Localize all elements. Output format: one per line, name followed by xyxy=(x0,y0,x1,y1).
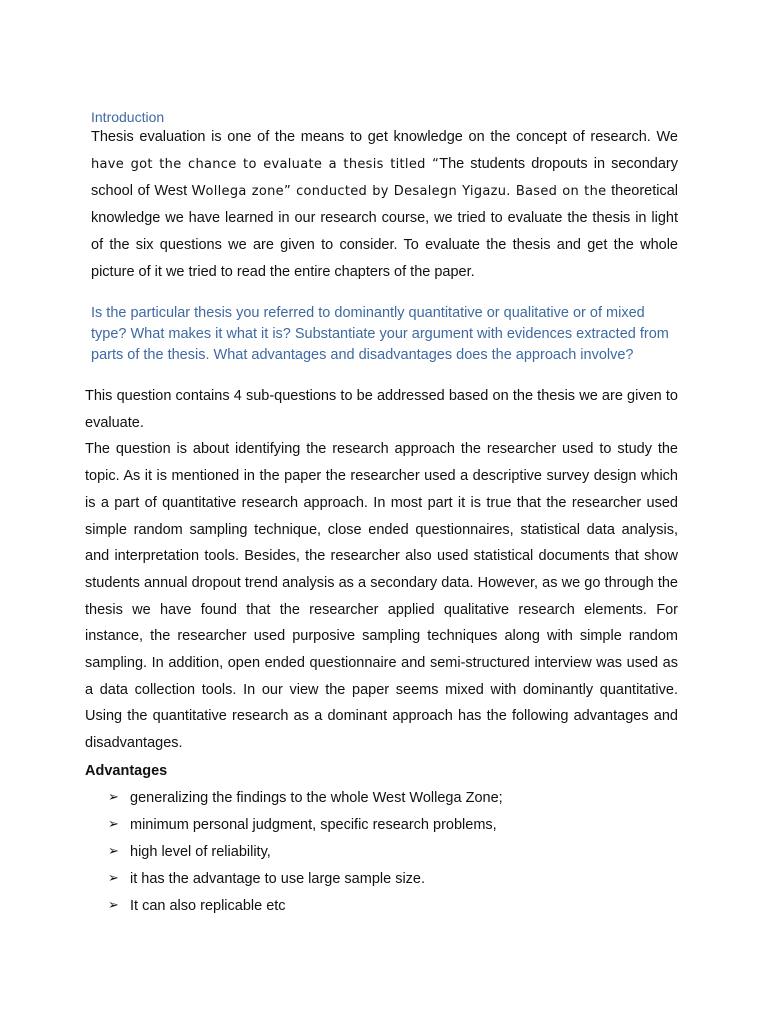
arrow-bullet-icon: ➢ xyxy=(108,817,119,832)
advantages-list xyxy=(85,785,678,920)
arrow-bullet-icon: ➢ xyxy=(108,898,119,913)
list-item xyxy=(85,893,678,920)
arrow-bullet-icon: ➢ xyxy=(108,871,119,886)
introduction-heading: Introduction xyxy=(91,109,165,125)
intro-text-part-4: ollega zone” conducted by Desalegn Yigazu. Based on the xyxy=(205,184,607,199)
arrow-bullet-icon: ➢ xyxy=(108,844,119,859)
list-item xyxy=(85,812,678,839)
answer-body xyxy=(85,383,678,757)
arrow-bullet-icon: ➢ xyxy=(108,790,119,805)
advantages-heading: Advantages xyxy=(85,763,168,779)
list-item-text: generalizing the findings to the whole West Wollega Zone; xyxy=(130,790,503,806)
list-item-text: minimum personal judgment, specific research problems, xyxy=(130,817,497,833)
answer-paragraph-2: The question is about identifying the research approach the researcher used to study the topic. As it is mentioned in the paper the researcher used a descriptive survey design which is a part of quantitative research approach. In most part it is true that the researcher used simple random sampling technique, close ended questionnaires, statistical data analysis, and interpretation tools. Besides, the researcher also used statistical documents that show students annual dropout trend analysis as a secondary data. However, as we go through the thesis we have found that the researcher applied qualitative research elements. For instance, the researcher used purposive sampling techniques along with simple random sampling. In addition, open ended questionnaire and semi-structured interview was used as a data collection tools. In our view the paper seems mixed with dominantly quantitative. Using the quantitative research as a dominant approach has the following advantages and disadvantages. xyxy=(85,441,678,752)
list-item-text: It can also replicable etc xyxy=(130,898,286,914)
list-item-text: it has the advantage to use large sample size. xyxy=(130,871,426,887)
intro-thesis-title-part: The students dropouts in secondary school of West W xyxy=(91,156,678,199)
intro-text-part-5: theoretical knowledge we have learned in our research course, we tried to evaluate the thesis in light of the six questions we are given to consider. To evaluate the thesis and get the whole picture of it we tried to read the entire chapters of the paper. xyxy=(91,183,679,280)
intro-text-part-2: have got the chance to evaluate a thesis titled “ xyxy=(91,157,440,172)
list-item xyxy=(85,866,678,893)
question-heading: Is the particular thesis you referred to dominantly quantitative or qualitative or of mixed type? What makes it what it is? Substantiate your argument with evidences extracted from parts of the thesis. What advantages and disadvantages does the approach involve? xyxy=(91,305,669,363)
answer-paragraph-1: This question contains 4 sub-questions to be addressed based on the thesis we are given to evaluate. xyxy=(85,388,678,431)
list-item-text: high level of reliability, xyxy=(130,844,271,860)
list-item xyxy=(85,839,678,866)
intro-text-part-1: Thesis evaluation is one of the means to get knowledge on the concept of research. We xyxy=(91,129,678,145)
list-item xyxy=(85,785,678,812)
introduction-paragraph xyxy=(91,124,678,286)
